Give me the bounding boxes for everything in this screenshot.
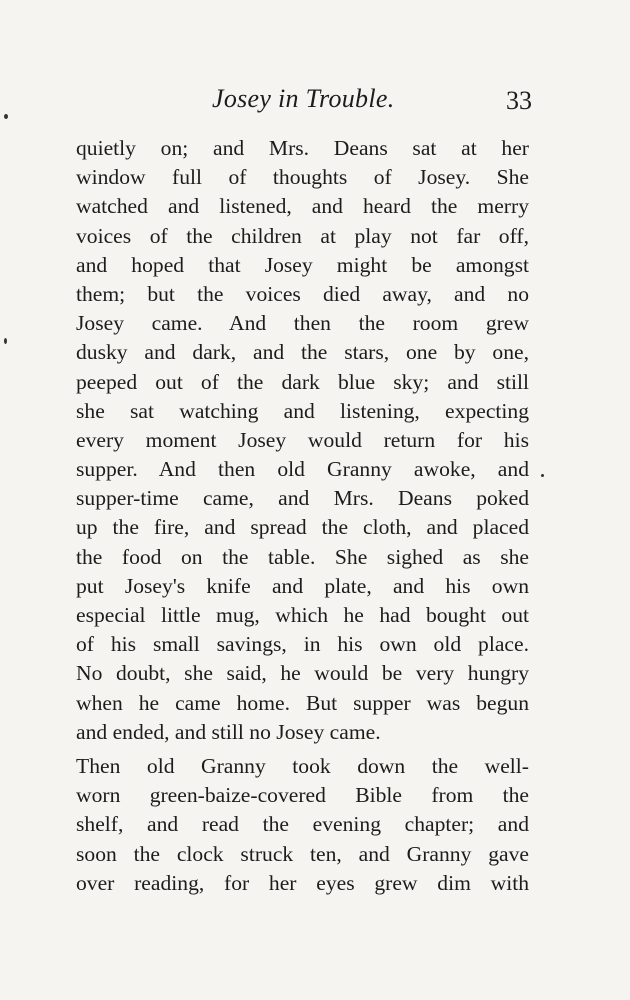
text-line: put Josey's knife and plate, and his own [76,573,529,598]
text-line: watched and listened, and heard the merry [76,194,529,219]
text-line: voices of the children at play not far off, [76,223,529,248]
margin-speck [541,474,544,477]
text-line: quietly on; and Mrs. Deans sat at her [76,136,529,160]
text-line: and hoped that Josey might be amongst [76,252,529,277]
text-line: them; but the voices died away, and no [76,281,529,306]
text-line: soon the clock struck ten, and Granny gave [76,841,529,866]
running-title: Josey in Trouble. [212,84,395,113]
paragraph [76,134,529,747]
text-line: dusky and dark, and the stars, one by one, [76,340,529,365]
text-line: supper-time came, and Mrs. Deans poked [76,486,529,511]
paragraph [76,752,529,898]
text-line: especial little mug, which he had bought out [76,603,529,627]
text-line: supper. And then old Granny awoke, and [76,457,529,482]
margin-speck [4,338,7,344]
text-line: window full of thoughts of Josey. She [76,165,529,190]
text-line: of his small savings, in his own old place. [76,632,529,657]
text-line: every moment Josey would return for his [76,427,529,452]
text-line: Josey came. And then the room grew [76,311,529,336]
text-line: Then old Granny took down the well- [76,753,529,778]
running-head [0,84,630,124]
body-text [76,134,529,898]
text-line: worn green-baize-covered Bible from the [76,783,529,808]
text-line: shelf, and read the evening chapter; and [76,812,529,837]
text-line: she sat watching and listening, expecting [76,398,529,423]
text-line: the food on the table. She sighed as she [76,544,529,569]
text-line: when he came home. But supper was begun [76,690,529,715]
text-line: up the fire, and spread the cloth, and placed [76,515,529,540]
text-line: peeped out of the dark blue sky; and still [76,369,529,394]
text-line: No doubt, she said, he would be very hungry [76,661,529,686]
text-line: over reading, for her eyes grew dim with [76,870,529,895]
text-line: and ended, and still no Josey came. [76,719,381,744]
page-number: 33 [506,86,532,115]
